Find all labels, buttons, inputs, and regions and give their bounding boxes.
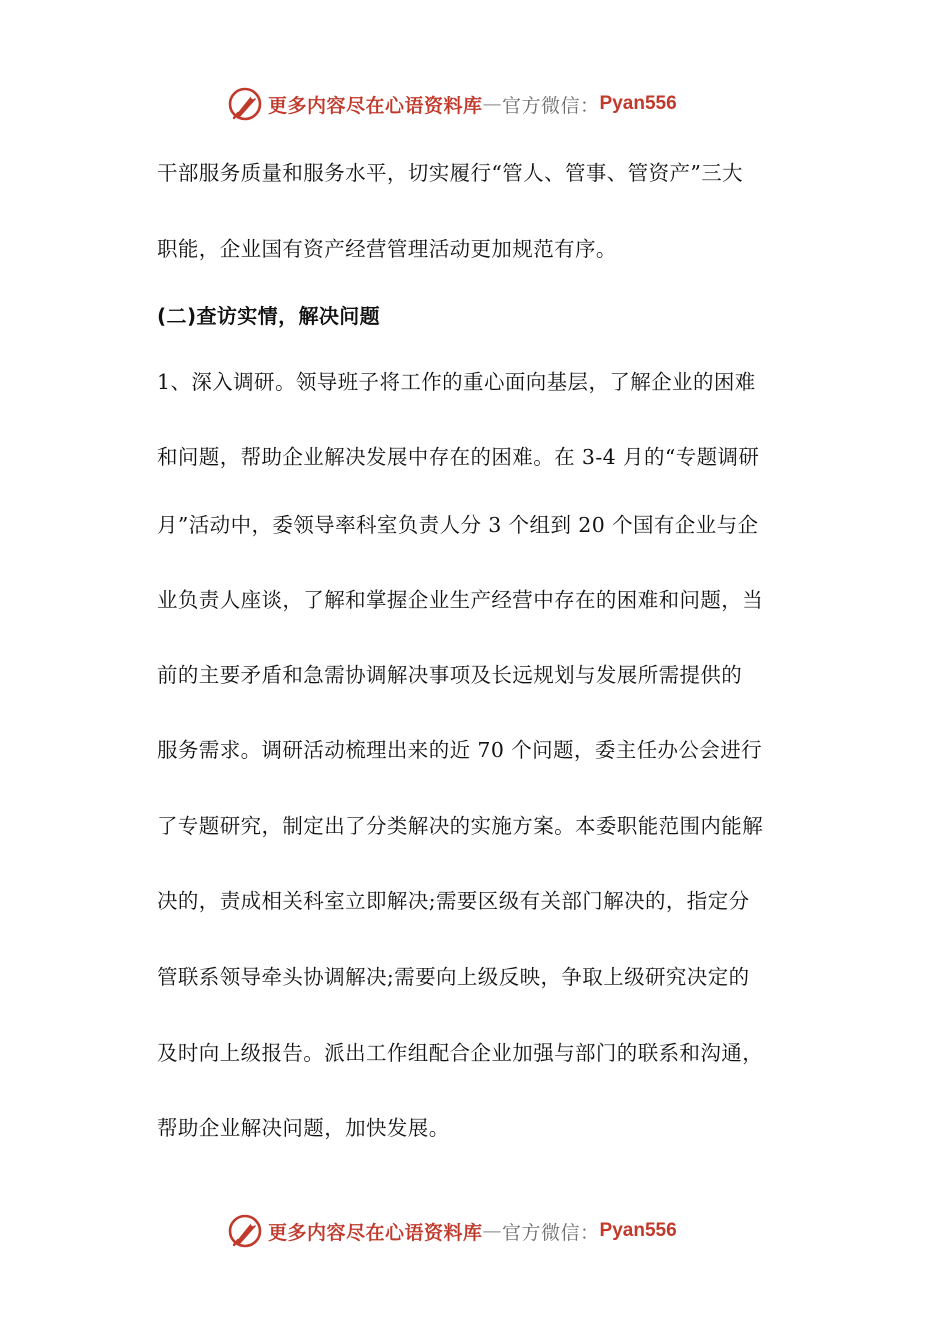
watermark-sub-text: 官方微信：: [502, 94, 600, 117]
watermark-wechat-id: Pyan556: [599, 1220, 677, 1241]
watermark-wechat-id: Pyan556: [599, 93, 677, 114]
paragraph-line-9: 管联系领导牵头协调解决;需要向上级反映，争取上级研究决定的: [157, 965, 750, 989]
paragraph-line-6: 服务需求。调研活动梳理出来的近 70 个问题，委主任办公会进行: [157, 738, 763, 762]
pen-nib-logo-icon: [226, 1212, 264, 1250]
watermark-main-text: 更多内容尽在心语资料库: [268, 1221, 483, 1244]
watermark-separator: —: [482, 93, 503, 115]
pen-nib-logo-icon: [226, 85, 264, 123]
paragraph-line-8: 决的，责成相关科室立即解决;需要区级有关部门解决的，指定分: [157, 889, 750, 913]
body-line-2: 职能，企业国有资产经营管理活动更加规范有序。: [157, 237, 617, 261]
footer-watermark: [226, 1211, 677, 1251]
paragraph-line-1: 1、深入调研。领导班子将工作的重心面向基层，了解企业的困难: [157, 370, 756, 394]
paragraph-line-4: 业负责人座谈，了解和掌握企业生产经营中存在的困难和问题，当: [157, 588, 764, 612]
body-line-1: 干部服务质量和服务水平，切实履行“管人、管事、管资产”三大: [157, 161, 744, 185]
header-watermark: [226, 84, 677, 124]
paragraph-line-11: 帮助企业解决问题，加快发展。: [157, 1116, 450, 1140]
watermark-main-text: 更多内容尽在心语资料库: [268, 94, 483, 117]
paragraph-line-2: 和问题，帮助企业解决发展中存在的困难。在 3-4 月的“专题调研: [157, 445, 760, 469]
paragraph-line-3: 月”活动中，委领导率科室负责人分 3 个组到 20 个国有企业与企: [157, 513, 759, 537]
watermark-separator: —: [482, 1220, 503, 1242]
watermark-sub-text: 官方微信：: [502, 1221, 600, 1244]
paragraph-line-10: 及时向上级报告。派出工作组配合企业加强与部门的联系和沟通，: [157, 1041, 764, 1065]
paragraph-line-7: 了专题研究，制定出了分类解决的实施方案。本委职能范围内能解: [157, 814, 764, 838]
paragraph-line-5: 前的主要矛盾和急需协调解决事项及长远规划与发展所需提供的: [157, 663, 743, 687]
section-heading: (二)查访实情，解决问题: [157, 304, 381, 328]
